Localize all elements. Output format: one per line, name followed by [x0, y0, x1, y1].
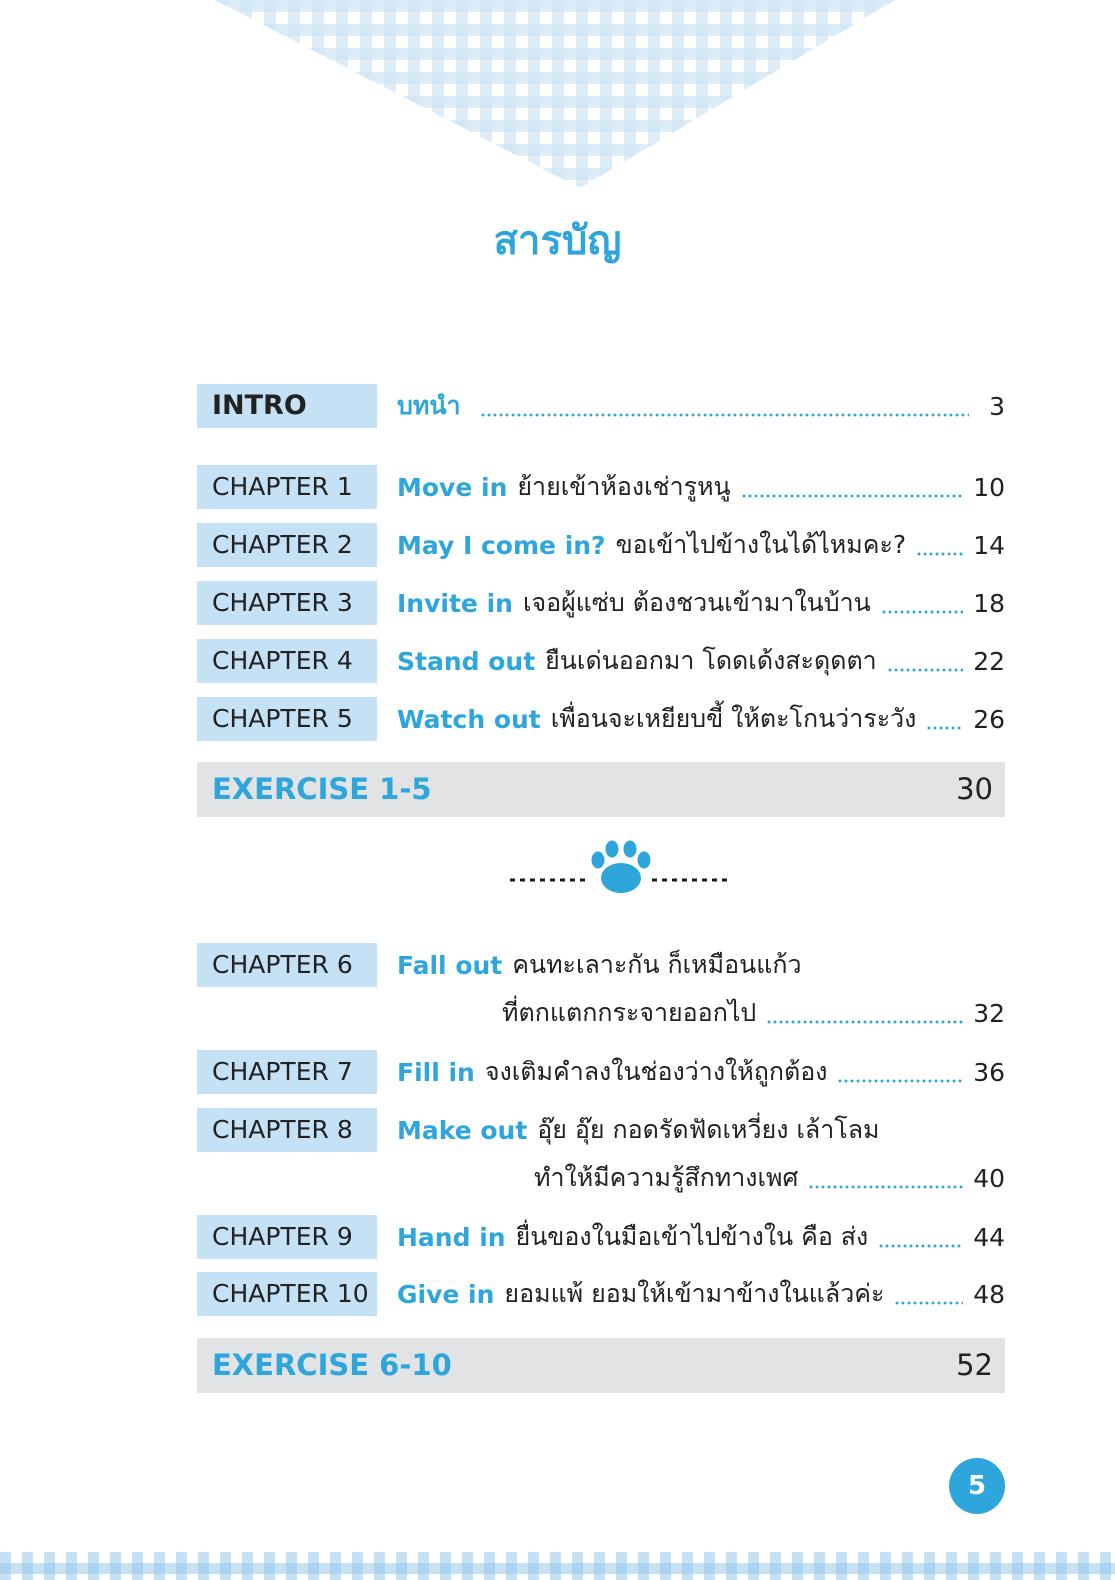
paw-icon — [592, 841, 651, 894]
chapter-title-th: เจอผู้แซ่บ ต้องชวนเข้ามาในบ้าน — [522, 588, 871, 617]
dot-leader — [837, 1078, 963, 1084]
dot-leader — [808, 1184, 963, 1190]
dot-leader — [741, 493, 964, 499]
dot-leader — [878, 1243, 963, 1249]
dot-leader — [894, 1300, 963, 1306]
row-label: CHAPTER 7 — [197, 1050, 377, 1094]
chapter-title-en: Make out — [397, 1115, 528, 1145]
dot-leader — [887, 667, 963, 673]
paw-divider — [510, 838, 735, 898]
page-number: 3 — [989, 391, 1005, 421]
toc-row-chapter-10[interactable] — [197, 1272, 1005, 1316]
page-number: 32 — [973, 998, 1005, 1028]
dot-leader — [916, 551, 963, 557]
row-label: CHAPTER 9 — [197, 1215, 377, 1259]
row-content-line2 — [397, 991, 1005, 1035]
row-content — [397, 1272, 1005, 1316]
dot-leader — [766, 1019, 963, 1025]
page-number: 30 — [956, 772, 993, 806]
dot-leader — [926, 725, 963, 731]
row-content — [397, 465, 1005, 509]
page-number: 10 — [973, 472, 1005, 502]
page-number: 52 — [956, 1348, 993, 1382]
chapter-title-en: Move in — [397, 472, 508, 502]
toc-row-exercise-1-5[interactable] — [197, 762, 1005, 817]
chapter-title-th: ยืนเด่นออกมา โดดเด้งสะดุดตา — [545, 646, 877, 675]
row-content — [397, 1108, 1005, 1152]
row-label: CHAPTER 10 — [197, 1272, 377, 1316]
exercise-label: EXERCISE 6-10 — [212, 1348, 452, 1382]
chapter-title-en: Give in — [397, 1279, 495, 1309]
chapter-title-th: ยื่นของในมือเข้าไปข้างใน คือ ส่ง — [515, 1222, 869, 1251]
row-content — [397, 697, 1005, 741]
chapter-title-th: เพื่อนจะเหยียบขี้ ให้ตะโกนว่าระวัง — [550, 704, 917, 733]
dot-leader — [881, 609, 963, 615]
chapter-title-en: Stand out — [397, 646, 536, 676]
toc-row-chapter-6[interactable] — [197, 943, 1005, 1035]
toc-row-chapter-9[interactable] — [197, 1215, 1005, 1259]
row-content — [397, 581, 1005, 625]
page-number: 22 — [973, 646, 1005, 676]
toc-row-chapter-1[interactable] — [197, 465, 1005, 509]
toc-row-chapter-5[interactable] — [197, 697, 1005, 741]
chapter-title-en: Fill in — [397, 1057, 475, 1087]
toc-row-chapter-8[interactable] — [197, 1108, 1005, 1200]
page-number: 14 — [973, 530, 1005, 560]
chapter-title-th: อุ๊ย อุ๊ย กอดรัดฟัดเหวี่ยง เล้าโลม — [537, 1115, 880, 1144]
page-number: 18 — [973, 588, 1005, 618]
toc-row-exercise-6-10[interactable] — [197, 1338, 1005, 1393]
page-number: 36 — [973, 1057, 1005, 1087]
chapter-title-th-line2: ทำให้มีความรู้สึกทางเพศ — [534, 1163, 799, 1192]
row-content — [397, 384, 1005, 428]
row-label: INTRO — [197, 384, 377, 428]
row-label: CHAPTER 8 — [197, 1108, 377, 1152]
dot-leader — [480, 412, 969, 418]
page-number: 44 — [973, 1222, 1005, 1252]
chapter-title-th-line2: ที่ตกแตกกระจายออกไป — [502, 998, 757, 1027]
page-number: 40 — [973, 1163, 1005, 1193]
row-content — [397, 1215, 1005, 1259]
chapter-title-en: Watch out — [397, 704, 541, 734]
page-number: 48 — [973, 1279, 1005, 1309]
row-content-line2 — [397, 1156, 1005, 1200]
row-label: CHAPTER 2 — [197, 523, 377, 567]
row-label: CHAPTER 4 — [197, 639, 377, 683]
chapter-title-th: ขอเข้าไปข้างในได้ไหมคะ? — [615, 530, 907, 559]
chapter-title-en: May I come in? — [397, 530, 606, 560]
row-label: CHAPTER 6 — [197, 943, 377, 987]
toc-row-chapter-7[interactable] — [197, 1050, 1005, 1094]
toc-row-chapter-3[interactable] — [197, 581, 1005, 625]
intro-title: บทนำ — [397, 391, 461, 420]
gingham-banner — [0, 0, 1115, 200]
toc-row-intro[interactable] — [197, 384, 1005, 428]
page-title: สารบัญ — [493, 218, 622, 264]
chapter-title-th: ย้ายเข้าห้องเช่ารูหนู — [517, 472, 731, 501]
chapter-title-en: Invite in — [397, 588, 513, 618]
row-label: CHAPTER 5 — [197, 697, 377, 741]
exercise-label: EXERCISE 1-5 — [212, 772, 432, 806]
page-number-badge: 5 — [949, 1458, 1005, 1514]
toc-row-chapter-4[interactable] — [197, 639, 1005, 683]
page-number: 26 — [973, 704, 1005, 734]
chapter-title-th: ยอมแพ้ ยอมให้เข้ามาข้างในแล้วค่ะ — [504, 1279, 885, 1308]
row-label: CHAPTER 1 — [197, 465, 377, 509]
row-content — [397, 1050, 1005, 1094]
row-content — [397, 523, 1005, 567]
toc-row-chapter-2[interactable] — [197, 523, 1005, 567]
row-content — [397, 943, 1005, 987]
row-label: CHAPTER 3 — [197, 581, 377, 625]
chapter-title-en: Fall out — [397, 950, 503, 980]
row-content — [397, 639, 1005, 683]
gingham-bottom-strip — [0, 1552, 1115, 1580]
chapter-title-th: คนทะเลาะกัน ก็เหมือนแก้ว — [512, 950, 802, 979]
chapter-title-th: จงเติมคำลงในช่องว่างให้ถูกต้อง — [484, 1057, 828, 1086]
chapter-title-en: Hand in — [397, 1222, 506, 1252]
